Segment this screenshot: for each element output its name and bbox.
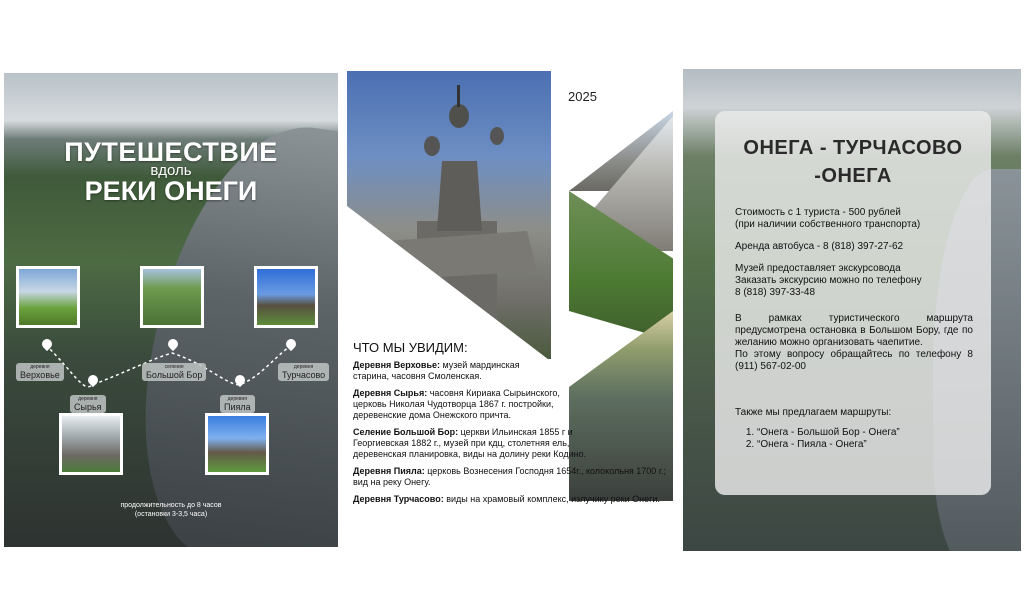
year: 2025 [568,89,597,104]
stop-label-piyala: деревня Пияла [220,395,255,413]
cover-title-line3: РЕКИ ОНЕГИ [84,176,258,206]
museum-line2: Заказать экскурсию можно по телефону [735,275,922,286]
stop-label-verkhovye: деревня Верховье [16,363,64,381]
photo-turchasovo [254,266,318,328]
museum-info [735,263,973,299]
museum-line1: Музей предоставляет экскурсовода [735,263,901,274]
route-title-line1: ОНЕГА - ТУРЧАСОВО [743,137,963,159]
route-info-panel [683,69,1021,551]
list-item: Деревня Сырья: часовня Кириака Сырьинского, церковь Николая Чудотворца 1867 г. постройки, деревенские дома Онежского причта. [353,388,560,420]
photo-verkhovye [16,266,80,328]
sights-list [353,360,671,511]
museum-line3: 8 (818) 397-33-48 [735,287,816,298]
duration-line1: продолжительность до 8 часов [120,502,222,509]
list-item: Селение Большой Бор: церкви Ильинская 1855 г и Георгиевская 1882 г., музей при кдц, столетняя ель, деревенская планировка, виды на долину реки Кодино. [353,427,587,459]
price-line1: Стоимость с 1 туриста - 500 рублей [735,207,901,218]
stop-text: В рамках туристического маршрута предусмотрена остановка в Большом Бору, где по желанию можно организовать чаепитие. [735,313,973,348]
sights-panel [347,71,676,551]
info-card [715,111,991,495]
route-title-line2: -ОНЕГА [814,165,892,187]
photo-syrya [59,413,123,475]
stop-info [735,313,973,373]
duration-line2: (остановки 3-3,5 часа) [134,511,208,518]
route-list [735,427,973,451]
cover-title-line2: вдоль [150,162,192,179]
photo-piyala [205,413,269,475]
duration-note [4,501,338,519]
bus-info: Аренда автобуса - 8 (818) 397-27-62 [735,241,904,252]
photo-bolshoy-bor [140,266,204,328]
price-info [735,207,973,231]
other-routes [735,407,973,451]
stop-label-syrya: деревня Сырья [70,395,106,413]
sights-heading: ЧТО МЫ УВИДИМ: [353,340,468,355]
list-item: 1. “Онега - Большой Бор - Онега” [757,427,973,439]
cover-panel [4,73,338,547]
stop-phone: По этому вопросу обращайтесь по телефону 8 (911) 567-02-00 [735,349,973,372]
stop-label-turchasovo: деревня Турчасово [278,363,329,381]
list-item: Деревня Верховье: музей мардинская старина, часовня Смоленская. [353,360,520,381]
list-item: Деревня Пияла: церковь Вознесения Господня 1654г., колокольня 1700 г.; вид на реку Онегу. [353,466,667,487]
cover-title-line1: ПУТЕШЕСТВИЕ [64,137,278,167]
list-item: 2. “Онега - Пияла - Онега” [757,439,973,451]
list-item: Деревня Турчасово: виды на храмовый комплекс, излучику реки Онеги. [353,494,660,504]
other-routes-title: Также мы предлагаем маршруты: [735,407,892,418]
stop-label-bolshoy-bor: селение Большой Бор [142,363,206,381]
price-line2: (при наличии собственного транспорта) [735,219,921,230]
